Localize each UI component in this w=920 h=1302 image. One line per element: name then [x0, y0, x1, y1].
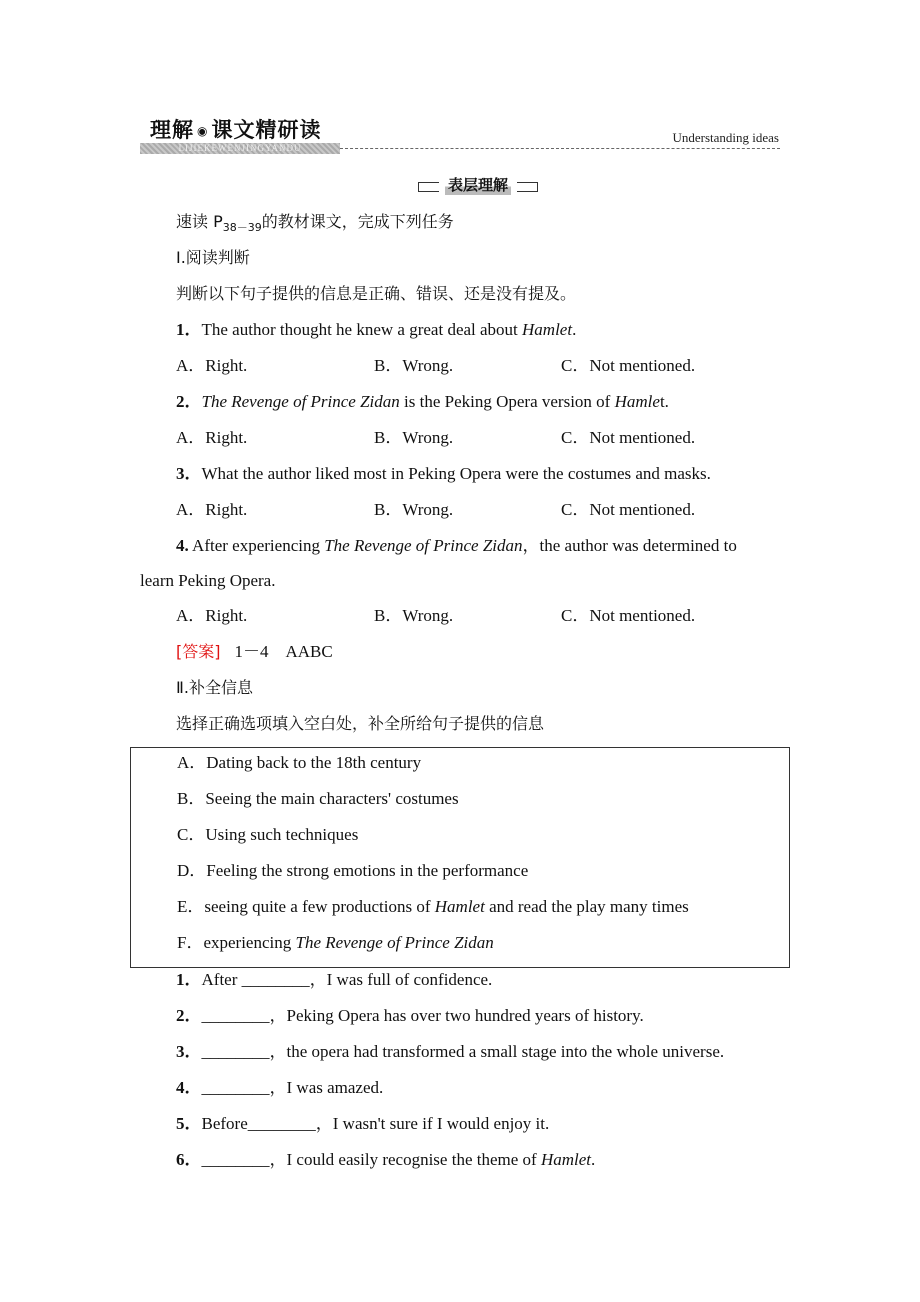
answer-text: 1－4 AABC [234, 642, 333, 661]
s-text: Before [201, 1114, 248, 1133]
q-text: What the author liked most in Peking Opera were the costumes and masks. [201, 464, 711, 483]
intro-line [0, 204, 920, 240]
part1-heading: Ⅰ.阅读判断 [176, 248, 250, 267]
choice-d: D．Feeling the strong emotions in the performance [177, 861, 529, 880]
sentence-3 [0, 1034, 920, 1070]
page-range: 38－39 [222, 221, 262, 235]
q-ital: The Revenge of Prince Zidan [324, 536, 523, 555]
s-num: 6． [176, 1150, 202, 1169]
answer-line [0, 634, 920, 670]
option-c: C．Not mentioned. [561, 356, 696, 375]
section-title [150, 114, 321, 144]
question-1 [0, 312, 920, 348]
option-a: A．Right. [176, 356, 248, 375]
choice-b: B．Seeing the main characters' costumes [177, 789, 459, 808]
part2-instruction: 选择正确选项填入空白处，补全所给句子提供的信息 [176, 714, 545, 733]
s-num: 3． [176, 1042, 202, 1061]
part1 [0, 204, 920, 742]
choice-c: C．Using such techniques [177, 825, 359, 844]
q-text: ，the author was determined to [522, 536, 737, 555]
sentence-4 [0, 1070, 920, 1106]
sentence-5 [0, 1106, 920, 1142]
intro-suffix: 的教材课文，完成下列任务 [261, 212, 454, 231]
blank: ________ [201, 1150, 270, 1169]
choice-text: F．experiencing [177, 933, 296, 952]
question-2 [0, 384, 920, 420]
q-ital: Hamle [614, 392, 660, 411]
choice-ital: Hamlet [434, 897, 485, 916]
option-a: A．Right. [176, 606, 248, 625]
s-text: ，I could easily recognise the theme of [269, 1150, 541, 1169]
options-3 [0, 492, 920, 528]
header-english: Understanding ideas [672, 130, 779, 145]
options-4 [0, 598, 920, 634]
s-text: ，I wasn't sure if I would enjoy it. [315, 1114, 550, 1133]
answer-label: [答案] [176, 642, 221, 661]
section-badge [418, 174, 538, 196]
choice-a: A．Dating back to the 18th century [177, 753, 422, 772]
s-num: 1． [176, 970, 202, 989]
sentence-6 [0, 1142, 920, 1178]
s-text: After [201, 970, 242, 989]
choices-list [1, 745, 920, 961]
question-3 [0, 456, 920, 492]
s-text: ，I was full of confidence. [309, 970, 493, 989]
option-b: B．Wrong. [374, 606, 454, 625]
q-ital: The Revenge of Prince Zidan [201, 392, 400, 411]
option-b: B．Wrong. [374, 500, 454, 519]
s-num: 5． [176, 1114, 202, 1133]
choice-f [1, 925, 920, 961]
title-sub: 课文精研读 [211, 118, 322, 142]
part1-instruction: 判断以下句子提供的信息是正确、错误、还是没有提及。 [176, 284, 577, 303]
option-a: A．Right. [176, 428, 248, 447]
sentences [0, 962, 920, 1178]
bracket-right [517, 182, 538, 192]
option-a: A．Right. [176, 500, 248, 519]
section-badge-text: 表层理解 [445, 174, 511, 195]
s-text: ，I was amazed. [269, 1078, 384, 1097]
blank: ________ [201, 1006, 270, 1025]
part2-heading: Ⅱ.补全信息 [176, 678, 253, 697]
title-main: 理解 [150, 118, 194, 142]
blank: ________ [201, 1078, 270, 1097]
sentence-1 [0, 962, 920, 998]
q-num: 2． [176, 392, 202, 411]
q-text: After experiencing [188, 536, 325, 555]
q-text: . [572, 320, 577, 339]
sentence-2 [0, 998, 920, 1034]
s-text: ，Peking Opera has over two hundred years of history. [269, 1006, 644, 1025]
choice-e [1, 889, 920, 925]
s-text: ，the opera had transformed a small stage into the whole universe. [269, 1042, 725, 1061]
option-b: B．Wrong. [374, 428, 454, 447]
q-num: 3． [176, 464, 202, 483]
question-4 [0, 528, 920, 564]
choice-text: E．seeing quite a few productions of [177, 897, 435, 916]
intro-prefix: 速读 P [176, 212, 223, 231]
q-text: is the Peking Opera version of [399, 392, 615, 411]
option-c: C．Not mentioned. [561, 500, 696, 519]
s-num: 4． [176, 1078, 202, 1097]
choice-text: and read the play many times [484, 897, 689, 916]
q-text: The author thought he knew a great deal about [201, 320, 523, 339]
question-4-cont: learn Peking Opera. [140, 571, 276, 590]
option-b: B．Wrong. [374, 356, 454, 375]
blank: ________ [247, 1114, 316, 1133]
s-ital: Hamlet [540, 1150, 591, 1169]
header-divider [340, 148, 780, 149]
q-text: t. [659, 392, 669, 411]
option-c: C．Not mentioned. [561, 428, 696, 447]
option-c: C．Not mentioned. [561, 606, 696, 625]
bullet-icon: ◉ [197, 124, 209, 138]
pinyin-band: LIJIEKEWENJINGYANDU [140, 143, 340, 154]
blank: ________ [241, 970, 310, 989]
s-num: 2． [176, 1006, 202, 1025]
q-ital: Hamlet [522, 320, 573, 339]
options-1 [0, 348, 920, 384]
options-2 [0, 420, 920, 456]
q-num: 1． [176, 320, 202, 339]
q-num: 4. [176, 536, 189, 555]
blank: ________ [201, 1042, 270, 1061]
s-text: . [590, 1150, 596, 1169]
choice-ital: The Revenge of Prince Zidan [295, 933, 494, 952]
bracket-left [418, 182, 439, 192]
choices-box [130, 747, 790, 968]
